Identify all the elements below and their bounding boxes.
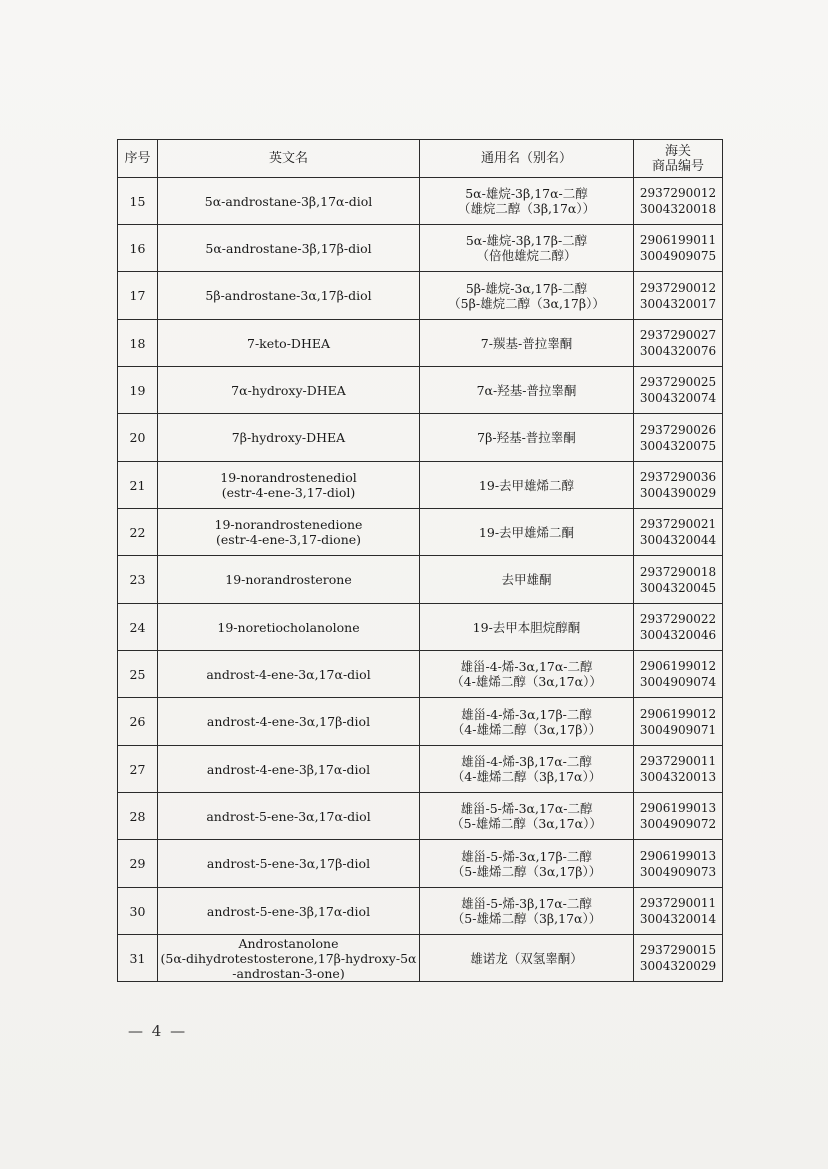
customs-code-line: 2937290015 bbox=[639, 943, 717, 957]
row-customs-code bbox=[634, 746, 723, 793]
common-name-line: （5-雄烯二醇（3β,17α）） bbox=[451, 911, 602, 926]
common-name-line: （5-雄烯二醇（3α,17β）） bbox=[451, 863, 602, 879]
customs-code-line: 2937290021 bbox=[639, 517, 717, 531]
row-serial-number: 20 bbox=[118, 414, 158, 462]
row-serial-number: 26 bbox=[118, 698, 158, 746]
english-name-line: androst-5-ene-3α,17α-diol bbox=[206, 808, 371, 824]
common-name-line: 5α-雄烷-3β,17α-二醇 bbox=[465, 186, 588, 201]
row-common-name bbox=[420, 651, 634, 698]
substance-table bbox=[117, 139, 723, 982]
customs-code-line: 3004909073 bbox=[639, 864, 717, 879]
row-common-name bbox=[420, 320, 634, 367]
row-common-name bbox=[420, 840, 634, 888]
english-name-line: (estr-4-ene-3,17-diol) bbox=[221, 485, 356, 500]
row-common-name bbox=[420, 888, 634, 935]
customs-code-line: 2937290025 bbox=[639, 375, 717, 389]
table-row bbox=[118, 509, 723, 556]
table-row bbox=[118, 556, 723, 604]
customs-code-line: 3004320017 bbox=[639, 296, 717, 311]
english-name-line: 19-norandrosterone bbox=[225, 572, 352, 587]
row-serial-number: 17 bbox=[118, 272, 158, 320]
table-row bbox=[118, 698, 723, 746]
row-serial-number: 27 bbox=[118, 746, 158, 793]
common-name-line: 19-去甲雄烯二醇 bbox=[478, 477, 575, 493]
row-english-name bbox=[158, 746, 420, 793]
customs-code-line: 2937290027 bbox=[639, 328, 717, 342]
english-name-line: 19-norandrostenedione bbox=[214, 517, 363, 532]
customs-code-line: 3004320075 bbox=[639, 438, 717, 453]
english-name-line: 5α-androstane-3β,17α-diol bbox=[204, 193, 373, 209]
row-english-name bbox=[158, 698, 420, 746]
row-serial-number: 15 bbox=[118, 178, 158, 225]
common-name-line: （5β-雄烷二醇（3α,17β）） bbox=[448, 295, 605, 311]
customs-code-line: 2906199011 bbox=[639, 233, 717, 247]
row-customs-code bbox=[634, 698, 723, 746]
customs-code-line: 2906199013 bbox=[639, 801, 717, 815]
customs-code-line: 2906199012 bbox=[639, 659, 717, 673]
table-row bbox=[118, 225, 723, 272]
row-customs-code bbox=[634, 225, 723, 272]
row-english-name bbox=[158, 225, 420, 272]
row-customs-code bbox=[634, 509, 723, 556]
customs-code-line: 3004320014 bbox=[639, 912, 717, 926]
row-english-name bbox=[158, 414, 420, 462]
customs-code-line: 3004390029 bbox=[639, 486, 717, 500]
row-serial-number: 16 bbox=[118, 225, 158, 272]
row-serial-number: 30 bbox=[118, 888, 158, 935]
english-name-line: 5α-androstane-3β,17β-diol bbox=[205, 240, 372, 256]
customs-code-line: 3004909074 bbox=[639, 675, 717, 689]
header-customs-code-line: 商品编号 bbox=[651, 158, 704, 174]
table-row bbox=[118, 178, 723, 225]
customs-code-line: 3004909075 bbox=[639, 249, 717, 263]
customs-code-line: 2937290011 bbox=[639, 896, 717, 910]
customs-code-line: 2937290022 bbox=[639, 612, 717, 626]
customs-code-line: 2906199012 bbox=[639, 706, 717, 721]
table-row bbox=[118, 888, 723, 935]
row-english-name bbox=[158, 793, 420, 840]
common-name-line: 雄诺龙（双氢睾酮） bbox=[470, 950, 583, 966]
table-header-row bbox=[118, 140, 723, 178]
row-serial-number: 19 bbox=[118, 367, 158, 414]
row-common-name bbox=[420, 272, 634, 320]
row-common-name bbox=[420, 509, 634, 556]
row-english-name bbox=[158, 462, 420, 509]
common-name-line: （倍他雄烷二醇） bbox=[476, 248, 577, 263]
table-row bbox=[118, 793, 723, 840]
row-common-name bbox=[420, 698, 634, 746]
english-name-line: androst-5-ene-3β,17α-diol bbox=[206, 903, 371, 919]
row-customs-code bbox=[634, 367, 723, 414]
row-common-name bbox=[420, 746, 634, 793]
customs-code-line: 2937290011 bbox=[639, 754, 717, 768]
customs-code-line: 2937290018 bbox=[639, 564, 717, 579]
row-common-name bbox=[420, 178, 634, 225]
row-serial-number: 25 bbox=[118, 651, 158, 698]
customs-code-line: 2937290036 bbox=[639, 470, 717, 484]
row-common-name bbox=[420, 793, 634, 840]
common-name-line: （4-雄烯二醇（3β,17α）） bbox=[451, 769, 602, 784]
common-name-line: 19-去甲雄烯二酮 bbox=[478, 524, 575, 540]
row-serial-number: 21 bbox=[118, 462, 158, 509]
common-name-line: 7-羰基-普拉睾酮 bbox=[480, 335, 573, 351]
row-common-name bbox=[420, 414, 634, 462]
table-row bbox=[118, 367, 723, 414]
table-row bbox=[118, 651, 723, 698]
english-name-line: androst-4-ene-3α,17β-diol bbox=[206, 714, 371, 729]
english-name-line: 7β-hydroxy-DHEA bbox=[231, 430, 346, 445]
english-name-line: (estr-4-ene-3,17-dione) bbox=[215, 532, 362, 547]
customs-code-line: 3004320046 bbox=[639, 628, 717, 642]
english-name-line: 19-noretiocholanolone bbox=[217, 619, 360, 635]
row-serial-number: 18 bbox=[118, 320, 158, 367]
row-serial-number: 31 bbox=[118, 935, 158, 982]
english-name-line: 5β-androstane-3α,17β-diol bbox=[205, 288, 372, 303]
english-name-line: 19-norandrostenediol bbox=[220, 470, 357, 485]
english-name-line: 7α-hydroxy-DHEA bbox=[231, 382, 346, 398]
row-english-name bbox=[158, 556, 420, 604]
row-common-name bbox=[420, 556, 634, 604]
row-serial-number: 22 bbox=[118, 509, 158, 556]
customs-code-line: 3004909072 bbox=[639, 817, 717, 831]
common-name-line: 7α-羟基-普拉睾酮 bbox=[476, 382, 577, 398]
row-serial-number: 29 bbox=[118, 840, 158, 888]
customs-code-line: 3004320076 bbox=[639, 344, 717, 358]
common-name-line: （4-雄烯二醇（3α,17β）） bbox=[451, 721, 602, 737]
row-english-name bbox=[158, 178, 420, 225]
table-row bbox=[118, 462, 723, 509]
header-english-name: 英文名 bbox=[158, 140, 420, 178]
customs-code-line: 2906199013 bbox=[639, 848, 717, 863]
row-serial-number: 23 bbox=[118, 556, 158, 604]
row-customs-code bbox=[634, 272, 723, 320]
row-english-name bbox=[158, 840, 420, 888]
header-serial-number: 序号 bbox=[118, 140, 158, 178]
table-row bbox=[118, 414, 723, 462]
row-serial-number: 28 bbox=[118, 793, 158, 840]
table-row bbox=[118, 746, 723, 793]
row-customs-code bbox=[634, 793, 723, 840]
common-name-line: （雄烷二醇（3β,17α）） bbox=[457, 201, 596, 216]
row-english-name bbox=[158, 367, 420, 414]
english-name-line: 7-keto-DHEA bbox=[247, 335, 330, 351]
row-english-name bbox=[158, 272, 420, 320]
row-common-name bbox=[420, 225, 634, 272]
common-name-line: （5-雄烯二醇（3α,17α）） bbox=[451, 816, 602, 831]
row-english-name bbox=[158, 320, 420, 367]
customs-code-line: 2937290012 bbox=[639, 280, 717, 295]
customs-code-line: 3004320074 bbox=[639, 391, 717, 405]
common-name-line: 雄甾-4-烯-3β,17α-二醇 bbox=[461, 754, 592, 769]
row-serial-number: 24 bbox=[118, 604, 158, 651]
row-common-name bbox=[420, 462, 634, 509]
row-customs-code bbox=[634, 178, 723, 225]
row-customs-code bbox=[634, 935, 723, 982]
row-customs-code bbox=[634, 320, 723, 367]
row-english-name bbox=[158, 651, 420, 698]
common-name-line: 雄甾-4-烯-3α,17β-二醇 bbox=[461, 706, 592, 722]
table-row bbox=[118, 320, 723, 367]
common-name-line: 5α-雄烷-3β,17β-二醇 bbox=[465, 233, 588, 248]
customs-code-line: 2937290012 bbox=[639, 186, 717, 200]
english-name-line: Androstanolone bbox=[238, 935, 339, 951]
row-customs-code bbox=[634, 604, 723, 651]
customs-code-line: 3004320029 bbox=[639, 959, 717, 973]
header-common-name: 通用名（别名） bbox=[420, 140, 634, 178]
english-name-line: androst-5-ene-3α,17β-diol bbox=[206, 856, 371, 871]
english-name-line: androst-4-ene-3β,17α-diol bbox=[206, 761, 371, 777]
common-name-line: 7β-羟基-普拉睾酮 bbox=[477, 430, 576, 445]
english-name-line: androst-4-ene-3α,17α-diol bbox=[206, 666, 371, 682]
customs-code-line: 3004320045 bbox=[639, 580, 717, 595]
common-name-line: 去甲雄酮 bbox=[501, 572, 552, 587]
customs-code-line: 3004320044 bbox=[639, 533, 717, 547]
row-english-name bbox=[158, 509, 420, 556]
row-customs-code bbox=[634, 556, 723, 604]
customs-code-line: 3004320018 bbox=[639, 202, 717, 216]
page-number: — 4 — bbox=[128, 1022, 188, 1040]
row-customs-code bbox=[634, 462, 723, 509]
common-name-line: 19-去甲本胆烷醇酮 bbox=[472, 619, 581, 635]
row-customs-code bbox=[634, 840, 723, 888]
row-customs-code bbox=[634, 888, 723, 935]
table-row bbox=[118, 935, 723, 982]
table-row bbox=[118, 840, 723, 888]
english-name-line: (5α-dihydrotestosterone,17β-hydroxy-5α bbox=[160, 950, 417, 966]
row-common-name bbox=[420, 367, 634, 414]
table-row bbox=[118, 604, 723, 651]
row-english-name bbox=[158, 888, 420, 935]
common-name-line: 雄甾-4-烯-3α,17α-二醇 bbox=[460, 659, 593, 674]
common-name-line: 雄甾-5-烯-3β,17α-二醇 bbox=[461, 896, 592, 911]
row-customs-code bbox=[634, 414, 723, 462]
table-row bbox=[118, 272, 723, 320]
customs-code-line: 2937290026 bbox=[639, 422, 717, 437]
row-customs-code bbox=[634, 651, 723, 698]
header-customs-code-line: 海关 bbox=[664, 143, 691, 159]
common-name-line: （4-雄烯二醇（3α,17α）） bbox=[451, 674, 602, 689]
header-customs-code bbox=[634, 140, 723, 178]
row-common-name bbox=[420, 935, 634, 982]
common-name-line: 雄甾-5-烯-3α,17α-二醇 bbox=[460, 801, 593, 816]
common-name-line: 5β-雄烷-3α,17β-二醇 bbox=[465, 280, 588, 296]
row-english-name bbox=[158, 604, 420, 651]
customs-code-line: 3004320013 bbox=[639, 770, 717, 784]
table-body bbox=[118, 178, 723, 982]
row-common-name bbox=[420, 604, 634, 651]
row-english-name bbox=[158, 935, 420, 982]
common-name-line: 雄甾-5-烯-3α,17β-二醇 bbox=[461, 848, 592, 864]
customs-code-line: 3004909071 bbox=[639, 722, 717, 737]
english-name-line: -androstan-3-one) bbox=[232, 965, 345, 981]
